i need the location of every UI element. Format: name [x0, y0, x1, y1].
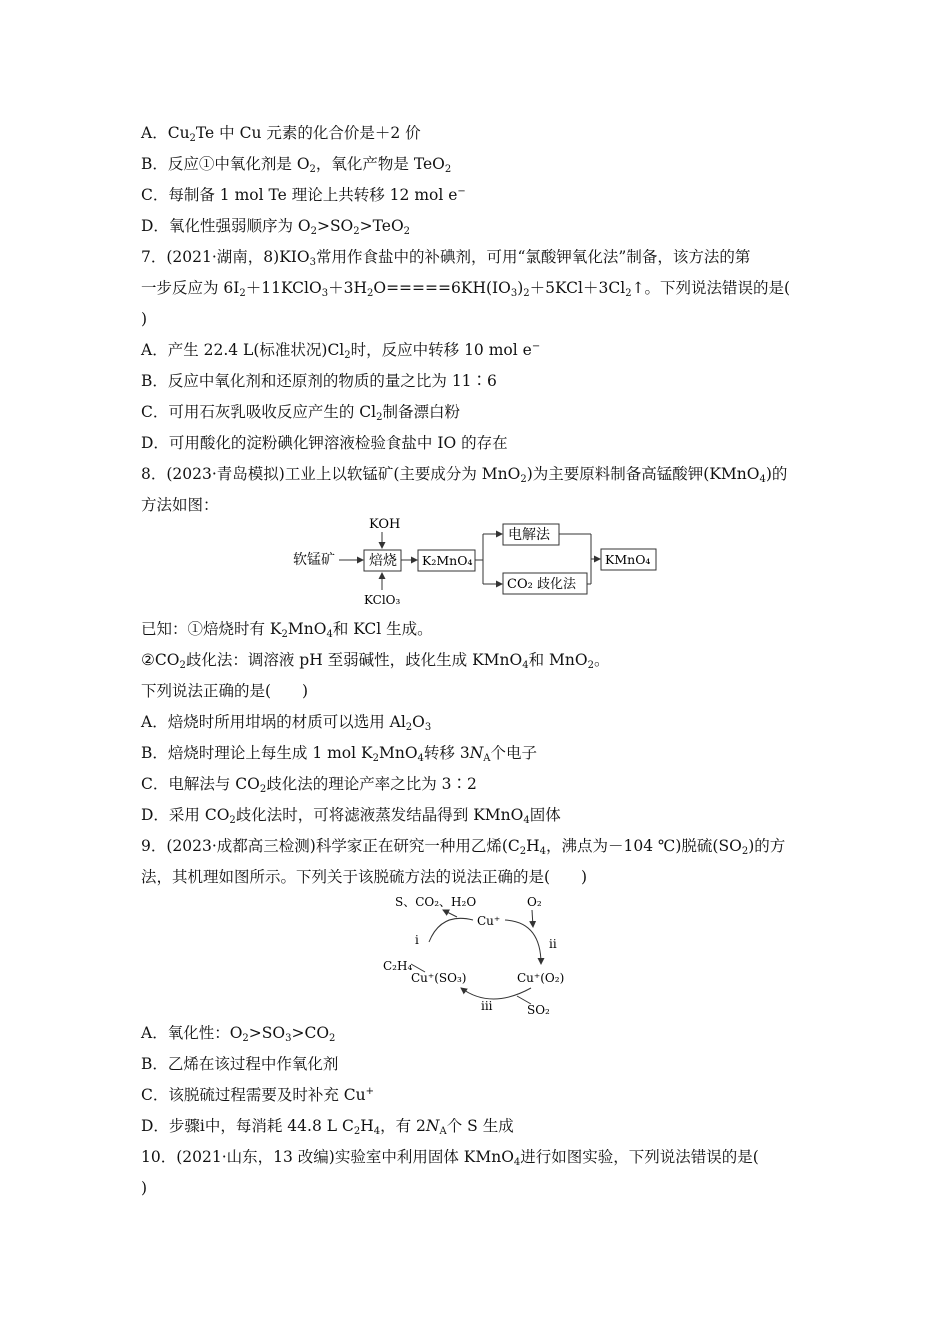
q8-known-1: 已知：①焙烧时有 $K_2MnO_4$和 KCl 生成。	[141, 620, 433, 640]
q7-option-a: A．产生 22.4 L(标准状况)$Cl_2$时，反应中转移 10 mol e−	[141, 341, 541, 361]
flow-electrolysis-label: 电解法	[508, 527, 550, 543]
q8-option-a: A．焙烧时所用坩埚的材质可以选用 $Al_2O_3$	[141, 713, 432, 733]
flow-k2mno4-label: K₂MnO₄	[422, 553, 473, 568]
q7-option-d: D．可用酸化的淀粉碘化钾溶液检验食盐中 IO 的存在	[141, 434, 508, 452]
q8-stem-line3: 下列说法正确的是( )	[141, 682, 309, 700]
q7-stem-line3: )	[141, 310, 148, 328]
q10-stem-line2: )	[141, 1179, 148, 1197]
cycle-o2-label: O₂	[527, 895, 542, 909]
q7-stem-line2: 一步反应为 $6I_2+11KClO_3+3H_2O=====6KH(IO_3)_2+5KCl+3Cl_2↑$。下列说法错误的是(	[141, 279, 791, 299]
flow-roast-label: 焙烧	[369, 553, 397, 569]
q9-stem-line2: 法，其机理如图所示。下列关于该脱硫方法的说法正确的是( )	[141, 868, 588, 886]
flow-ore-label: 软锰矿	[293, 552, 335, 568]
cycle-step-ii-label: ii	[549, 937, 557, 951]
q9-option-a: A．氧化性：$O_2>SO_3>CO_2$	[141, 1024, 336, 1044]
q10-stem-line1: 10．(2021·山东，13 改编)实验室中利用固体 KMnO$_4$进行如图实验，下列说法错误的是(	[141, 1148, 759, 1168]
q6-option-c: C．每制备 1 mol Te 理论上共转移 12 mol e−	[141, 186, 466, 204]
cycle-step-iii-label: iii	[481, 999, 493, 1013]
q8-stem-line1: 8．(2023·青岛模拟)工业上以软锰矿(主要成分为 MnO$_2$)为主要原料制备高锰酸钾(KMnO$_4$)的	[141, 465, 788, 485]
cycle-cuo2-label: Cu⁺(O₂)	[517, 971, 565, 985]
flow-kmno4-label: KMnO₄	[605, 552, 651, 567]
cycle-so2-label: SO₂	[527, 1003, 550, 1017]
q7-stem-line1: 7．(2021·湖南，$8)KIO_3$常用作食盐中的补碘剂，可用“氯酸钾氧化法”制备，该方法的第	[141, 248, 751, 268]
q9-option-c: C．该脱硫过程需要及时补充 Cu+	[141, 1086, 375, 1104]
q8-known-2: $②CO_2$歧化法：调溶液 pH 至弱碱性，歧化生成 KMnO$_4$和 MnO$_2$。	[141, 651, 610, 671]
q9-option-b: B．乙烯在该过程中作氧化剂	[141, 1055, 339, 1073]
q6-option-d: D．氧化性强弱顺序为 $O_2>SO_2>TeO_2$	[141, 217, 411, 237]
q8-stem-line2: 方法如图：	[141, 496, 219, 514]
q8-option-c: C．电解法与 $CO_2$歧化法的理论产率之比为 3∶2	[141, 775, 477, 795]
q7-option-b: B．反应中氧化剂和还原剂的物质的量之比为 11∶6	[141, 372, 497, 390]
q8-flow-diagram	[291, 512, 671, 612]
cycle-cuso3-label: Cu⁺(SO₃)	[411, 971, 467, 985]
q8-option-b: B．焙烧时理论上每生成 1 mol $K_2MnO_4$转移 $3N_A$个电子	[141, 744, 538, 764]
q6-option-a: A．$Cu_2Te$ 中 Cu 元素的化合价是＋2 价	[141, 124, 421, 144]
q9-option-d: D．步骤ⅰ中，每消耗 44.8 L $C_2H_4$，有 $2N_A$个 S 生成	[141, 1117, 514, 1137]
q7-option-c: C．可用石灰乳吸收反应产生的 $Cl_2$制备漂白粉	[141, 403, 460, 423]
cycle-step-i-label: i	[415, 933, 419, 947]
q9-cycle-diagram	[381, 892, 581, 1017]
q9-stem-line1: 9．(2023·成都高三检测)科学家正在研究一种用乙烯($C_2H_4$，沸点为－104 ℃)脱硫$(SO_2)$的方	[141, 837, 786, 857]
flow-kclo3-label: KClO₃	[364, 593, 401, 607]
flow-koh-label: KOH	[369, 517, 401, 532]
cycle-c2h4-label: C₂H₄	[383, 959, 413, 973]
q6-option-b: B．反应①中氧化剂是 $O_2$，氧化产物是 TeO$_2$	[141, 155, 452, 175]
q8-option-d: D．采用 $CO_2$歧化法时，可将滤液蒸发结晶得到 KMnO$_4$固体	[141, 806, 561, 826]
flow-co2-label: CO₂ 歧化法	[507, 577, 576, 592]
cycle-products-label: S、CO₂、H₂O	[395, 895, 477, 909]
cycle-cu-label: Cu⁺	[477, 914, 501, 928]
